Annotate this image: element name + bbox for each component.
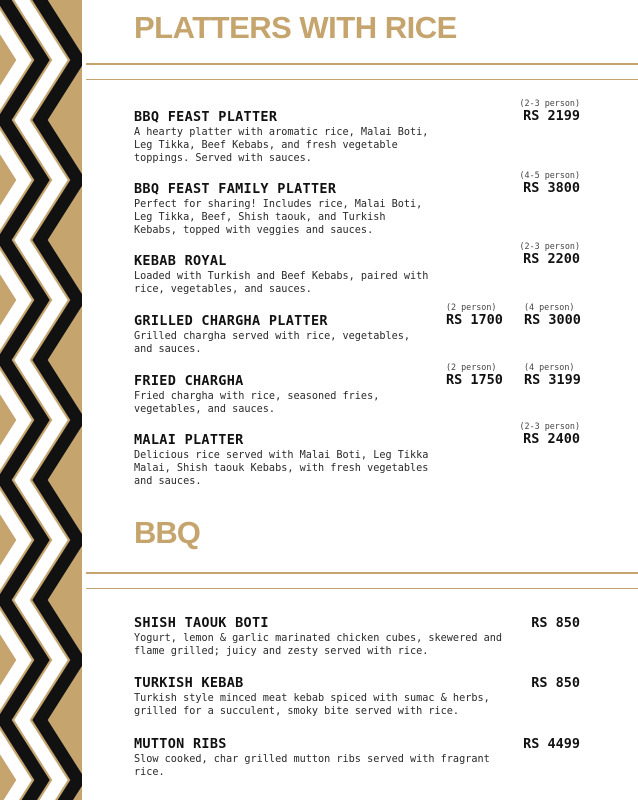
item-name: TURKISH KEBAB [134, 675, 244, 691]
item-price [524, 302, 614, 328]
divider [86, 588, 638, 589]
item-name: BBQ FEAST FAMILY PLATTER [134, 181, 337, 197]
serving-size: (4-5 person) [519, 170, 580, 180]
zigzag-border [0, 0, 82, 800]
item-price [490, 736, 580, 752]
price-amount: RS 850 [531, 675, 580, 691]
item-description: Slow cooked, char grilled mutton ribs served with fragrant rice. [134, 754, 490, 778]
item-name: BBQ FEAST PLATTER [134, 109, 278, 125]
price-amount: RS 1700 [446, 312, 503, 328]
serving-size: (2 person) [446, 302, 497, 312]
item-name: MALAI PLATTER [134, 432, 244, 448]
price-amount: RS 2199 [523, 108, 580, 124]
section-title-bbq: BBQ [134, 515, 200, 550]
item-price [446, 362, 536, 388]
price-amount: RS 850 [531, 615, 580, 631]
divider [86, 572, 638, 574]
item-name: MUTTON RIBS [134, 736, 227, 752]
price-amount: RS 3199 [524, 372, 581, 388]
item-name: FRIED CHARGHA [134, 373, 244, 389]
serving-size: (2-3 person) [519, 98, 580, 108]
item-description: Perfect for sharing! Includes rice, Malai Boti, Leg Tikka, Beef, Shish taouk, and Turkish Kebabs, topped with veggies and sauces. [134, 199, 423, 236]
item-description: Turkish style minced meat kebab spiced with sumac & herbs, grilled for a succulent, smoky bite served with rice. [134, 693, 490, 717]
price-amount: RS 3800 [523, 180, 580, 196]
item-description: Grilled chargha served with rice, vegetables, and sauces. [134, 331, 411, 355]
item-name: GRILLED CHARGHA PLATTER [134, 313, 328, 329]
item-price [490, 615, 580, 631]
serving-size: (4 person) [524, 362, 575, 372]
serving-size: (2 person) [446, 362, 497, 372]
item-description: Yogurt, lemon & garlic marinated chicken cubes, skewered and flame grilled; juicy and zesty served with rice. [134, 633, 503, 657]
item-price [490, 675, 580, 691]
item-description: Loaded with Turkish and Beef Kebabs, paired with rice, vegetables, and sauces. [134, 271, 429, 295]
item-price [490, 241, 580, 267]
item-price [524, 362, 614, 388]
section-title-platters: PLATTERS WITH RICE [134, 10, 457, 45]
item-name: KEBAB ROYAL [134, 253, 227, 269]
divider [86, 79, 638, 80]
zigzag-pattern [0, 0, 82, 800]
item-price [490, 98, 580, 124]
item-price [490, 421, 580, 447]
item-description: Fried chargha with rice, seasoned fries, vegetables, and sauces. [134, 391, 380, 415]
divider [86, 63, 638, 65]
serving-size: (2-3 person) [519, 241, 580, 251]
item-price [446, 302, 536, 328]
price-amount: RS 4499 [523, 736, 580, 752]
serving-size: (2-3 person) [519, 421, 580, 431]
item-price [490, 170, 580, 196]
item-description: Delicious rice served with Malai Boti, Leg Tikka Malai, Shish taouk Kebabs, with fresh vegetables and sauces. [134, 450, 429, 487]
item-name: SHISH TAOUK BOTI [134, 615, 269, 631]
price-amount: RS 1750 [446, 372, 503, 388]
price-amount: RS 2200 [523, 251, 580, 267]
item-description: A hearty platter with aromatic rice, Malai Boti, Leg Tikka, Beef Kebabs, and fresh vegetable toppings. Served with sauces. [134, 127, 429, 164]
price-amount: RS 3000 [524, 312, 581, 328]
price-amount: RS 2400 [523, 431, 580, 447]
serving-size: (4 person) [524, 302, 575, 312]
